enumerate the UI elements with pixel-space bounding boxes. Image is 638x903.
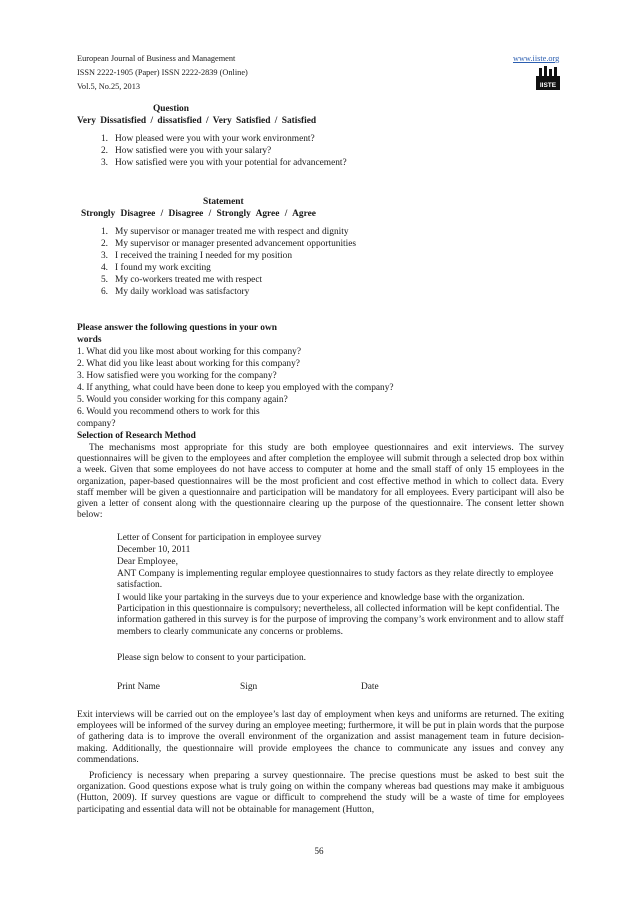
letter-paragraph: I would like your partaking in the surveys due to your experience and knowledge base with the organization. Participation in this questionnaire is compulsory; nevertheless, all collected information will be kept confidential. The information gathered in this survey is for the purpose of improving the company’s work environment and to allow staff members to clearly communicate any concerns or problems.: [117, 593, 564, 637]
open-question: 5. Would you consider working for this company again?: [77, 395, 288, 405]
open-questions-heading: Please answer the following questions in your own: [77, 323, 277, 333]
iiste-logo: [536, 66, 560, 90]
open-questions-heading-cont: words: [77, 335, 102, 345]
question-heading: Question: [153, 104, 189, 114]
statement-heading: Statement: [203, 197, 244, 207]
page-number: 56: [314, 846, 324, 856]
open-question: 2. What did you like least about working for this company?: [77, 359, 300, 369]
letter-paragraph: Please sign below to consent to your participation.: [117, 653, 307, 663]
open-question: 4. If anything, what could have been done to keep you employed with the company?: [77, 383, 394, 393]
method-paragraph: The mechanisms most appropriate for this study are both employee questionnaires and exit interviews. The survey questionnaires will be given to the employees and after completion the employee will submit through a selected drop box within a week. Given that some employees do not have access to computer at home and the small staff of only 15 employees in the organization, paper-based questionnaires will be the most proficient and cost effective method in which to collect data. Every staff member will be given a questionnaire and participation will be mandatory for all employees. Every participant will also be given a letter of consent along with the questionnaire clearing up the purpose of the questionnaire. The consent letter shown below:: [77, 443, 564, 521]
letter-salutation: Dear Employee,: [117, 557, 178, 567]
volume-line: Vol.5, No.25, 2013: [77, 82, 140, 91]
section-heading: Selection of Research Method: [77, 431, 196, 441]
satisfaction-scale: Very Dissatisfied / dissatisfied / Very Satisfied / Satisfied: [77, 116, 317, 126]
letter-title: Letter of Consent for participation in employee survey: [117, 533, 322, 543]
journal-name: European Journal of Business and Management: [77, 54, 236, 63]
date-label: Date: [361, 682, 379, 692]
open-question: company?: [77, 419, 116, 429]
proficiency-paragraph: Proficiency is necessary when preparing a survey questionnaire. The precise questions must be asked to best suit the organization. Good questions expose what is truly going on within the company whereas bad questions may make it ambiguous (Hutton, 2009). If survey questions are vague or difficult to comprehend the study will be a waste of time for employees participating and essential data will not be obtainable for management (Hutton,: [77, 771, 564, 815]
agreement-scale: Strongly Disagree / Disagree / Strongly Agree / Agree: [81, 209, 316, 219]
journal-url-link[interactable]: www.iiste.org: [513, 54, 560, 63]
sign-label: Sign: [240, 682, 258, 692]
exit-interview-paragraph: Exit interviews will be carried out on the employee’s last day of employment when keys and uniforms are returned. The exiting employees will be informed of the survey during an employee meeting; furthermore, it will be put in plain words that the purpose of gathering data is to improve the overall environment of the organization and assist management team in future decision-making. Additionally, the questionnaire will provide employees the chance to communicate any issues and convey any commendations.: [77, 710, 564, 765]
open-question: 3. How satisfied were you working for the company?: [77, 371, 277, 381]
letter-paragraph: ANT Company is implementing regular employee questionnaires to study factors as they relate directly to employee satisfaction.: [117, 569, 554, 591]
letter-date: December 10, 2011: [117, 545, 191, 555]
print-name-label: Print Name: [117, 682, 160, 692]
open-question: 6. Would you recommend others to work for this: [77, 407, 260, 417]
issn-line: ISSN 2222-1905 (Paper) ISSN 2222-2839 (Online): [77, 68, 248, 77]
logo-text: IISTE: [539, 82, 557, 89]
open-question: 1. What did you like most about working for this company?: [77, 347, 302, 357]
